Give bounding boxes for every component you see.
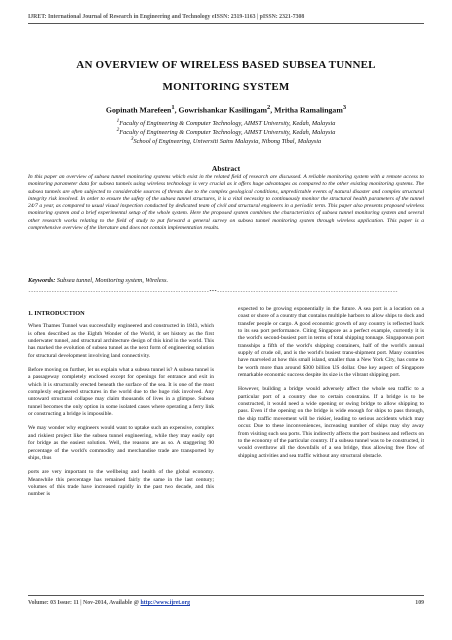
section-heading: 1. INTRODUCTION: [28, 310, 85, 317]
paragraph: expected to be growing exponentially in the future. A sea port is a location on a coast or shore of a country that contains multiple harbors to allow ships to dock and transfer people or cargo. A good economic growth of any country is reflected back to its sea port performance. Citing Singapore as a perfect example, currently it is the world's second-busiest port in terms of total shipping tonnage. Singaporean port transships a fifth of the world's shipping containers, half of the world's annual supply of crude oil, and is the world's busiest trans-shipment port. Many countries have marveled at how this small island, smaller than a New York City, has come to be worth more than around $300 billion US dollar. One key aspect of Singapore remarkable economic success despite its size is the vibrant shipping port.: [238, 306, 424, 379]
keywords-text: Subsea tunnel, Monitoring system, Wireless.: [56, 277, 169, 284]
affiliation-text: Faculty of Engineering & Computer Technology, AIMST University, Kedah, Malaysia: [119, 120, 336, 128]
section-separator: ----------------------------------------------------------------------***----------------------------------------------------------------------: [28, 290, 398, 295]
author-3-sup: 3: [342, 104, 347, 111]
keywords: [28, 277, 424, 284]
author-list: [40, 104, 412, 115]
journal-header-text: IJRET: International Journal of Research in Engineering and Technology eISSN: 2319-1163 | pISSN: 2321-7308: [28, 14, 305, 20]
affiliation-text: Faculty of Engineering & Computer Technology, AIMST University, Kedah, Malaysia: [119, 129, 336, 137]
title-line-2: MONITORING SYSTEM: [162, 81, 290, 93]
paragraph: When Thames Tunnel was successfully engineered and constructed in 1843, which is often described as the Eighth Wonder of the World, it set history as the first underwater tunnel, and structural architecture design of this kind in the world. This has marked the evolution of subsea tunnel as the next form of engineering solution for structural development involving land connectivity.: [28, 323, 214, 359]
footer-volume: [28, 600, 190, 606]
affiliation-text: School of Engineering, Universiti Sains Malaysia, Nibong Tibal, Malaysia: [133, 138, 322, 146]
paragraph: However, building a bridge would adversely affect the whole sea traffic to a particular port of a country due to certain constrains. If a bridge is to be constructed, it would need a wide opening or swing bridge to allow shipping to pass. Even if the opening on the bridge is wide enough for ships to pass through, the ship traffic movement will be riskier, leading to serious accidents which may occur. Due to these inconveniences, increasing number of ships may shy away from visiting such sea ports. This indirectly affects the port business and reflects on to the economy of the particular country. If a subsea tunnel was to be constructed, it would overthrow all the downfalls of a sea bridge, thus allowing free flow of shipping activities and sea traffic without any structural obstacle.: [238, 386, 424, 459]
left-column: [28, 310, 214, 506]
author-1-sup: 1: [171, 104, 175, 111]
paper-title: [40, 54, 412, 98]
author-sep: ,: [270, 105, 275, 115]
affiliation-1: [40, 118, 412, 127]
affiliation-sup: 1: [116, 118, 120, 124]
page-number: 109: [415, 600, 424, 606]
keywords-label: Keywords:: [28, 277, 56, 284]
affiliation-sup: 2: [116, 127, 120, 133]
author-1: Gopinath Marefeen: [105, 105, 172, 115]
journal-link[interactable]: http://www.ijret.org: [140, 600, 190, 606]
paragraph: We may wonder why engineers would want to uptake such an expensive, complex and riskiest project like the subsea tunnel engineering, while they may easily opt for bridge as the easiest solution. Well, the reasons are as so. A staggering 90 percentage of the world's commodity and merchandise trade are transported by ships, thus: [28, 425, 214, 461]
author-2: Gowrishankar Kasilingam: [178, 105, 268, 115]
page-footer: [28, 600, 424, 606]
title-line-1: AN OVERVIEW OF WIRELESS BASED SUBSEA TUNNEL: [76, 59, 376, 71]
paragraph: Before moving on further, let us explain what a subsea tunnel is? A subsea tunnel is a passageway completely enclosed except for openings for entrance and exit in which it is structurally erected beneath the surface of the sea. It is one of the most complexly engineered structures in the world due to the huge risk involved. Any untoward structural collapse may claim thousands of lives in a glimpse. Subsea tunnel becomes the only option in some isolated cases where operating a ferry link or constructing a bridge is impossible.: [28, 367, 214, 418]
author-sep: ,: [174, 105, 179, 115]
right-column: [238, 306, 424, 467]
affiliation-sup: 3: [130, 136, 134, 142]
footer-volume-text: Volume: 03 Issue: 11 | Nov-2014, Available @: [28, 600, 140, 606]
affiliation-3: [40, 136, 412, 145]
affiliation-2: [40, 127, 412, 136]
abstract-body: In this paper an overview of subsea tunnel monitoring systems which exist in the related field of research are discussed. A reliable monitoring system with a remote access to monitoring parameter data for subsea tunnels using wireless technology is very crucial as it offers huge advantages as compared to the other existing monitoring systems. The subsea tunnels are often subjected to considerable sources of threats due to the complex geological conditions, unpredictable events of natural disaster and complex structural integrity risk involved. In order to ensure the safety of the subsea tunnel structures, it is a vital necessity to continuously monitor the structural health parameters of the tunnel 24/7 a year, as compared to usual visual inspection conducted by dedicated team of civil and structural engineers in a periodic term. This paper also presents proposed wireless monitoring system and a brief experimental setup of the whole system. Here the proposed system combines the characteristics of subsea tunnel monitoring system and several other research works relating to the field of study to put forward a general survey on subsea tunnel monitoring system through wireless application. This paper is a comprehensive overview of the literature and does not contain implementation results.: [28, 174, 424, 231]
abstract-heading: Abstract: [211, 164, 241, 173]
paragraph: ports are very important to the wellbeing and health of the global economy. Meanwhile this percentage has remained fairly the same in the last century; volumes of this trade have increased rapidly in the past two decade, and this number is: [28, 469, 214, 498]
author-3: Mritha Ramalingam: [274, 105, 343, 115]
author-2-sup: 2: [267, 104, 271, 111]
header-rule: [28, 23, 424, 24]
footer-rule: [28, 595, 424, 596]
journal-header: [28, 14, 424, 20]
